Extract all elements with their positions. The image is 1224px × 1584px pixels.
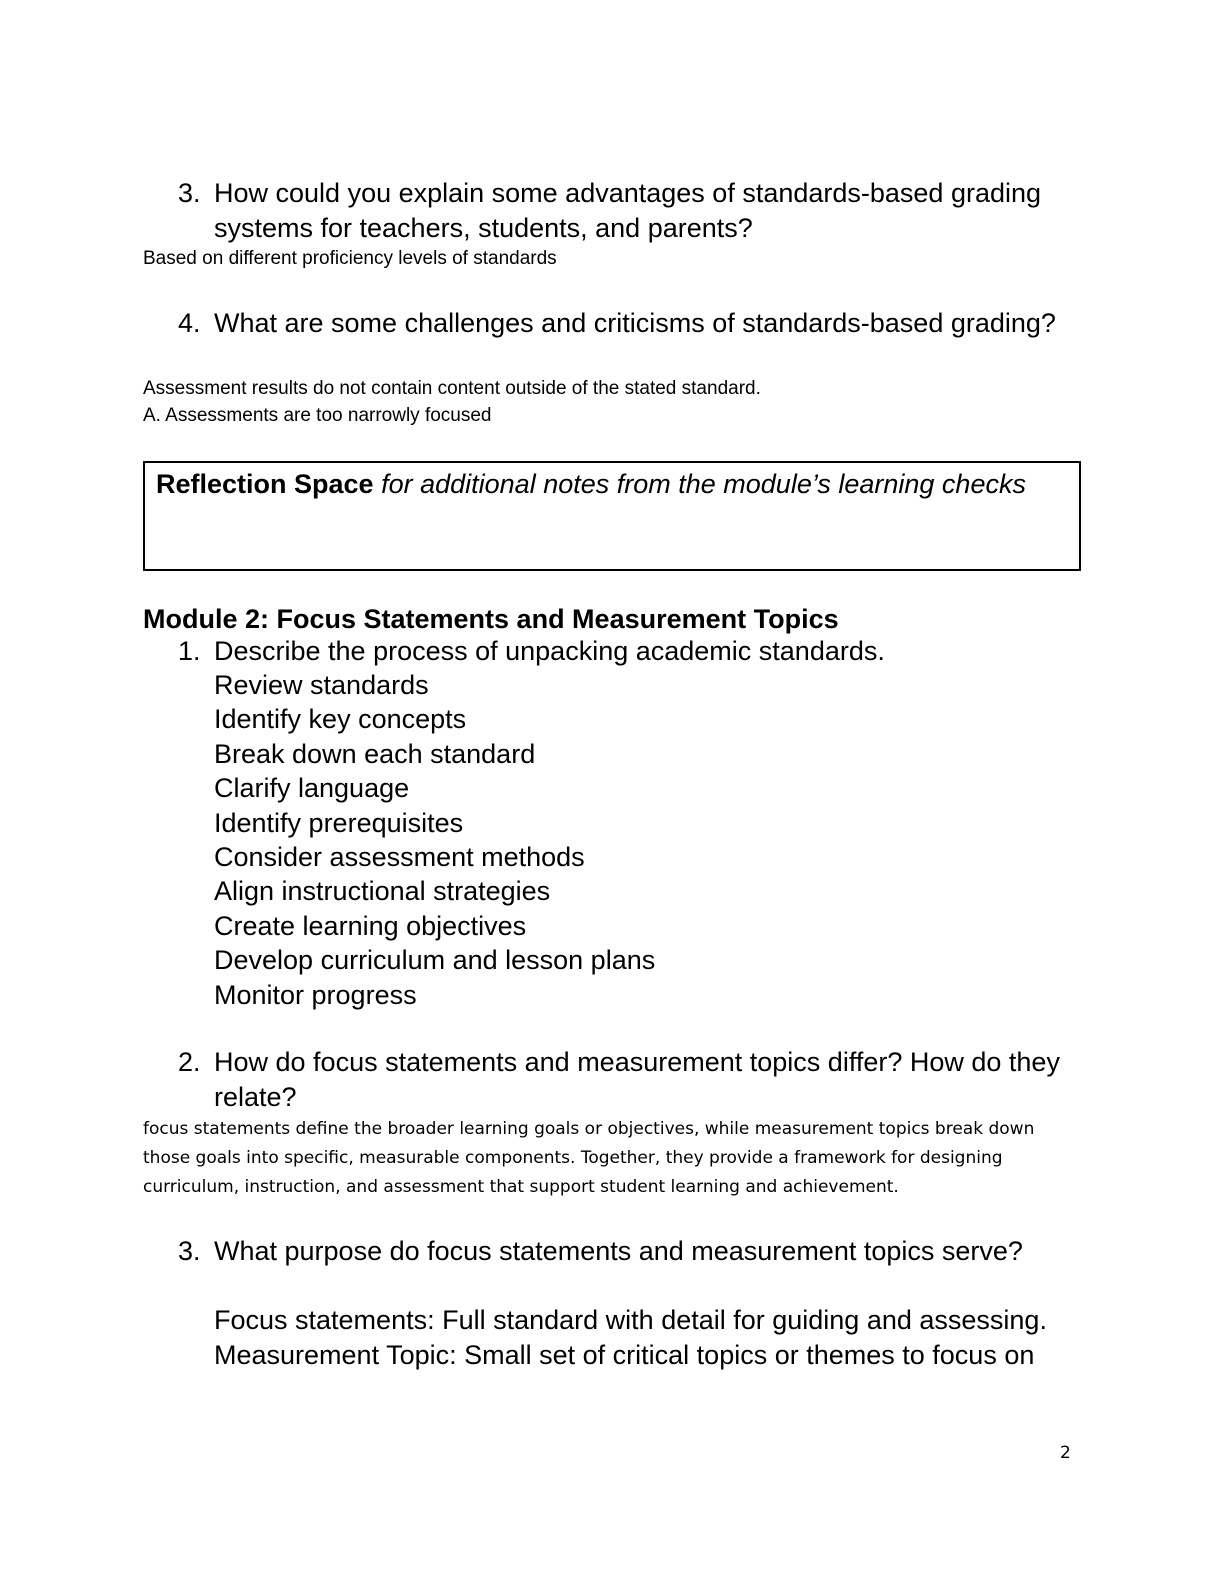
reflection-space-box xyxy=(143,461,1081,571)
list-item: Identify key concepts xyxy=(214,704,467,735)
question-number: 3. xyxy=(178,178,201,208)
answer-line: A. Assessments are too narrowly focused xyxy=(143,405,492,426)
question-number: 3. xyxy=(178,1236,201,1266)
module2-question-2 xyxy=(178,1045,1078,1115)
question-number: 1. xyxy=(178,636,201,666)
question-text: What purpose do focus statements and measurement topics serve? xyxy=(214,1236,1023,1266)
reflection-label xyxy=(156,467,1026,501)
list-item: Clarify language xyxy=(214,773,410,804)
answer-line: Focus statements: Full standard with detail for guiding and assessing. xyxy=(214,1305,1047,1335)
module2-answer-2: focus statements define the broader learning goals or objectives, while measurement topics break down those goals into specific, measurable components. Together, they provide a framework for designing curriculum, instruction, and assessment that support student learning and achievement. xyxy=(143,1119,1035,1197)
question-4-challenges xyxy=(178,306,1078,341)
list-item: Develop curriculum and lesson plans xyxy=(214,945,656,976)
reflection-title: Reflection Space xyxy=(156,469,374,499)
module2-answer-3 xyxy=(214,1303,1047,1373)
page-number: 2 xyxy=(1060,1443,1071,1463)
question-text: What are some challenges and criticisms of standards-based grading? xyxy=(214,308,1056,338)
list-item: Consider assessment methods xyxy=(214,842,585,873)
answer-3-advantages xyxy=(143,245,557,272)
question-text: Describe the process of unpacking academic standards. xyxy=(214,636,885,666)
list-item: Monitor progress xyxy=(214,979,417,1010)
list-item: Align instructional strategies xyxy=(214,876,551,907)
list-item: Create learning objectives xyxy=(214,910,527,941)
answer-line: Assessment results do not contain content outside of the stated standard. xyxy=(143,378,761,399)
list-item: Review standards xyxy=(214,670,429,700)
list-item: Break down each standard xyxy=(214,738,536,769)
question-text: How could you explain some advantages of standards-based grading systems for teachers, students, and parents? xyxy=(214,178,1042,243)
question-number: 4. xyxy=(178,308,201,338)
reflection-subtitle: for additional notes from the module’s learning checks xyxy=(381,469,1026,499)
answer-line: Based on different proficiency levels of standards xyxy=(143,248,557,269)
question-3-advantages xyxy=(178,176,1078,246)
answer-4-challenges xyxy=(143,375,761,429)
unpacking-steps-list xyxy=(214,668,655,1012)
question-number: 2. xyxy=(178,1047,201,1077)
module2-question-3 xyxy=(178,1234,1078,1269)
module2-question-1 xyxy=(178,634,1078,669)
module-2-heading: Module 2: Focus Statements and Measurement Topics xyxy=(143,604,839,634)
list-item: Identify prerequisites xyxy=(214,807,464,838)
answer-line: Measurement Topic: Small set of critical topics or themes to focus on xyxy=(214,1340,1035,1370)
question-text: How do focus statements and measurement topics differ? How do they relate? xyxy=(214,1047,1060,1112)
